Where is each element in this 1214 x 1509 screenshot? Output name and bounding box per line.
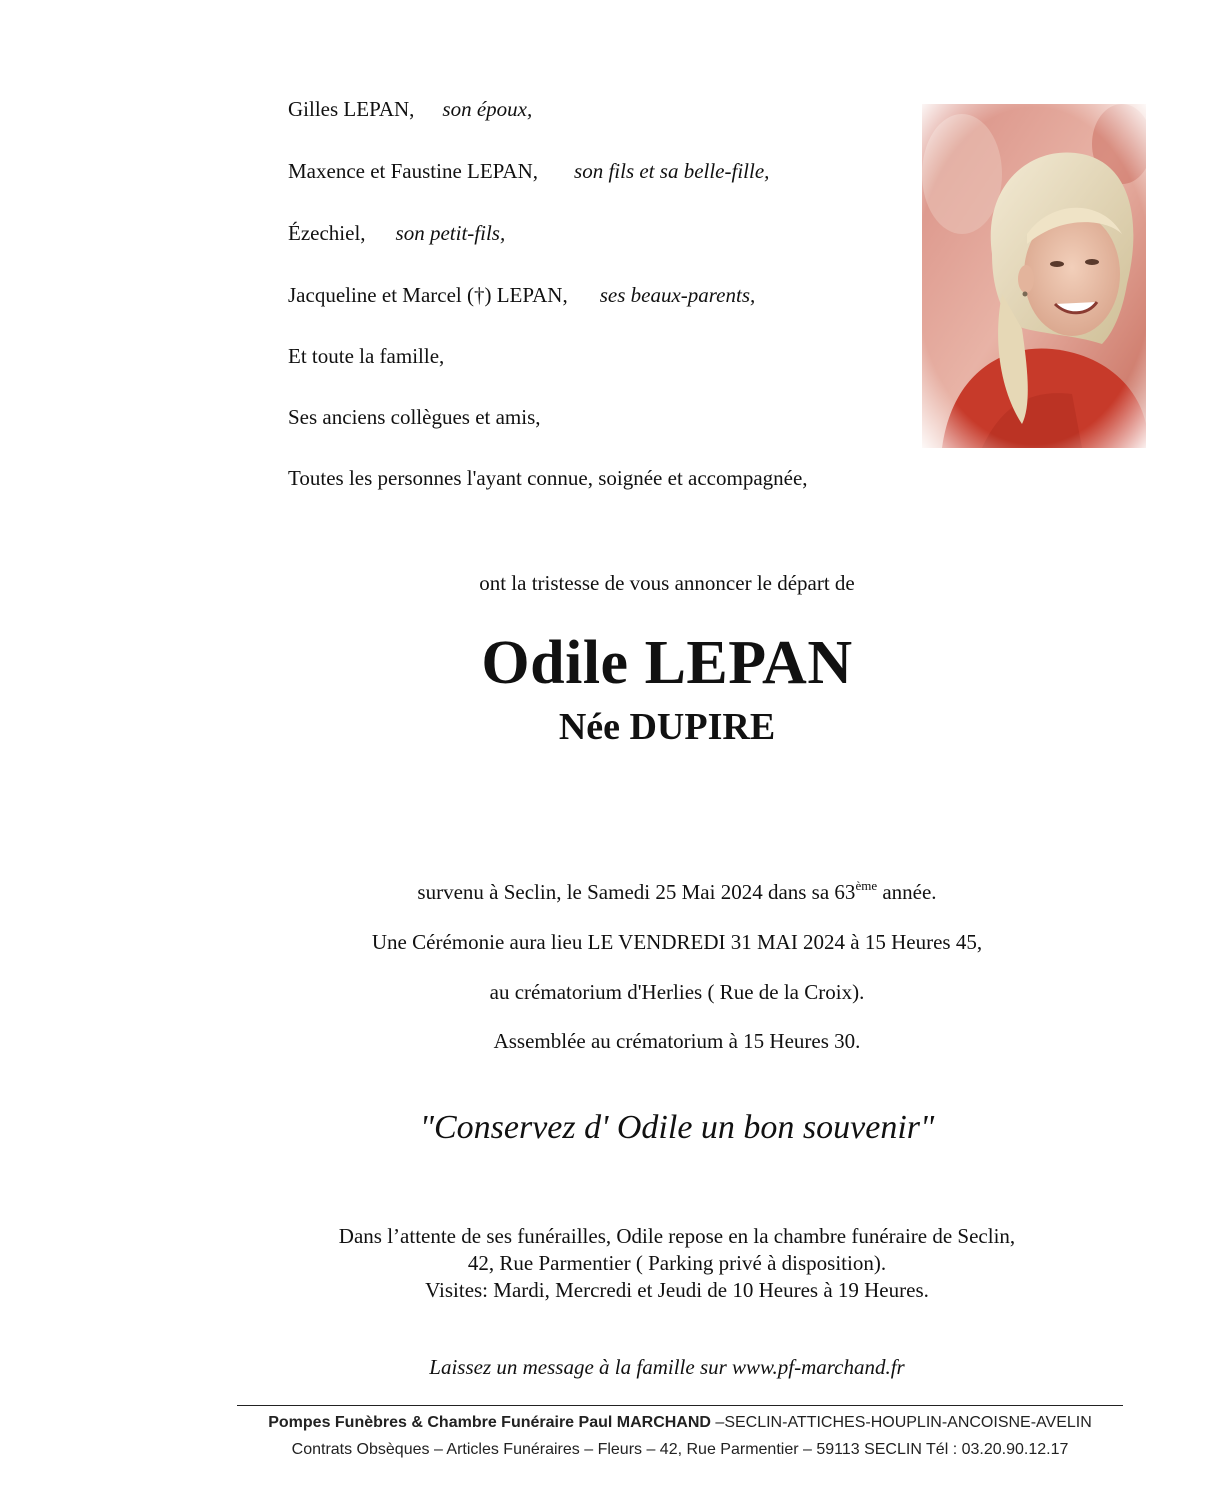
death-details-text: survenu à Seclin, le Samedi 25 Mai 2024 dans sa 63 [417,880,856,904]
family-name: Maxence et Faustine LEPAN, [288,159,539,183]
assembly-details: Assemblée au crématorium à 15 Heures 30. [493,1029,861,1053]
deceased-name: Odile LEPAN [481,629,853,697]
announcement-text: ont la tristesse de vous annoncer le départ de [479,571,855,595]
family-line-grandson [288,221,505,246]
family-relation: son époux, [442,97,533,121]
footer-company-line [237,1414,1123,1432]
family-line-in-laws [288,283,755,308]
death-details [70,880,1214,905]
wake-line-3: Visites: Mardi, Mercredi et Jeudi de 10 Heures à 19 Heures. [425,1278,929,1302]
online-message-invite: Laissez un message à la famille sur www.pf-marchand.fr [429,1355,905,1379]
footer-company-name: Pompes Funèbres & Chambre Funéraire Paul MARCHAND [268,1414,711,1431]
wake-line-1: Dans l’attente de ses funérailles, Odile repose en la chambre funéraire de Seclin, [338,1224,1016,1248]
ceremony-place: au crématorium d'Herlies ( Rue de la Croix). [489,980,865,1004]
footer-locations: –SECLIN-ATTICHES-HOUPLIN-ANCOISNE-AVELIN [710,1414,1092,1431]
portrait-photo [922,104,1146,448]
wake-line-2: 42, Rue Parmentier ( Parking privé à disposition). [467,1251,887,1275]
footer-divider [237,1405,1123,1406]
family-line-son [288,159,769,184]
ceremony-details: Une Cérémonie aura lieu LE VENDREDI 31 MAI 2024 à 15 Heures 45, [371,930,983,954]
family-name: Jacqueline et Marcel (†) LEPAN, [288,283,568,307]
family-line-spouse [288,97,532,122]
family-line-caregivers: Toutes les personnes l'ayant connue, soignée et accompagnée, [288,466,808,490]
family-name: Gilles LEPAN, [288,97,415,121]
family-relation: son petit-fils, [395,221,506,245]
death-details-end: année. [877,880,937,904]
family-line-colleagues: Ses anciens collègues et amis, [288,405,541,429]
footer-contact-line: Contrats Obsèques – Articles Funéraires – Fleurs – 42, Rue Parmentier – 59113 SECLIN Tél : 03.20.90.12.17 [291,1441,1069,1458]
ordinal-suffix: ème [855,878,878,893]
family-line-family: Et toute la famille, [288,344,445,368]
family-relation: son fils et sa belle-fille, [574,159,770,183]
maiden-name: Née DUPIRE [558,706,776,748]
family-relation: ses beaux-parents, [599,283,756,307]
family-name: Ézechiel, [288,221,366,245]
memorial-quote: "Conservez d' Odile un bon souvenir" [419,1109,935,1146]
